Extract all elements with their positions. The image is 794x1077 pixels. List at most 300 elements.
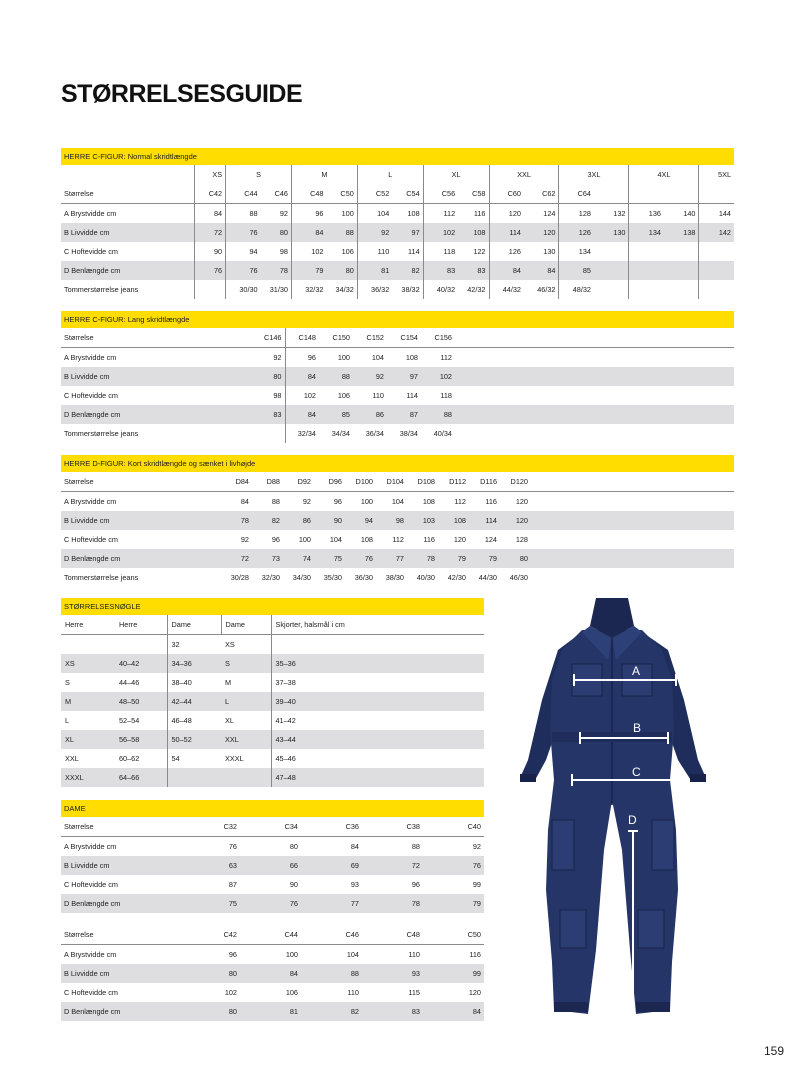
table-cell: XXXL bbox=[225, 754, 244, 763]
table-cell: C152 bbox=[353, 328, 387, 348]
table-cell: 90 bbox=[314, 511, 345, 530]
table-cell: 84 bbox=[240, 964, 301, 983]
table-cell: M bbox=[61, 692, 115, 711]
table-cell: XL bbox=[225, 716, 234, 725]
table-cell: L bbox=[65, 716, 70, 725]
table-row bbox=[61, 1002, 484, 1021]
table-cell: 38–40 bbox=[167, 673, 221, 692]
table-cell: 40/30 bbox=[416, 573, 435, 582]
table-cell: 38/30 bbox=[385, 573, 404, 582]
table-cell: 103 bbox=[407, 511, 438, 530]
table-cell bbox=[629, 242, 664, 261]
table-cell: Størrelse bbox=[61, 925, 179, 945]
table-cell: XL bbox=[61, 730, 115, 749]
table-cell: 100 bbox=[285, 950, 298, 959]
section-header: STØRRELSESNØGLE bbox=[61, 598, 484, 615]
table-cell: 104 bbox=[329, 535, 342, 544]
table-cell bbox=[455, 386, 734, 405]
table-row bbox=[61, 730, 484, 749]
table-cell: 80 bbox=[500, 549, 531, 568]
coverall-figure bbox=[512, 590, 712, 1020]
table-row bbox=[61, 348, 734, 368]
table-cell: 112 bbox=[440, 353, 452, 362]
table-cell: 84 bbox=[489, 261, 524, 280]
table-cell bbox=[221, 768, 271, 787]
dame-table-1 bbox=[61, 817, 484, 913]
table-cell: D108 bbox=[407, 472, 438, 492]
table-cell: C148 bbox=[285, 328, 319, 348]
table-cell: 92 bbox=[302, 497, 311, 506]
table-cell bbox=[531, 530, 734, 549]
table-cell: 88 bbox=[326, 223, 357, 242]
table-cell bbox=[664, 242, 699, 261]
table-row bbox=[61, 875, 484, 894]
table-cell: 116 bbox=[469, 950, 481, 959]
table-cell: B Livvidde cm bbox=[61, 964, 179, 983]
table-cell: 98 bbox=[279, 247, 288, 256]
table-cell: C62 bbox=[524, 184, 559, 204]
table-cell: XXL bbox=[221, 730, 271, 749]
table-row bbox=[61, 204, 734, 224]
table-cell: 52–54 bbox=[119, 716, 140, 725]
herre-lang-table bbox=[61, 328, 734, 443]
table-cell: S bbox=[226, 165, 292, 184]
table-row bbox=[61, 367, 734, 386]
dame-section bbox=[61, 800, 484, 1021]
table-cell bbox=[455, 424, 734, 443]
table-cell bbox=[594, 242, 629, 261]
table-cell: 118 bbox=[423, 242, 458, 261]
table-cell: D116 bbox=[469, 472, 500, 492]
table-cell: 94 bbox=[345, 511, 376, 530]
table-cell: 5XL bbox=[699, 165, 734, 184]
table-cell: 80 bbox=[289, 842, 298, 851]
table-cell: 3XL bbox=[559, 165, 629, 184]
table-cell: 102 bbox=[224, 988, 237, 997]
table-cell: 81 bbox=[357, 261, 392, 280]
table-cell: 79 bbox=[291, 261, 326, 280]
table-cell: 47–48 bbox=[271, 768, 484, 787]
table-cell: 76 bbox=[226, 223, 261, 242]
table-cell: XS bbox=[225, 640, 235, 649]
table-cell: 120 bbox=[524, 223, 559, 242]
table-cell: 32 bbox=[167, 635, 221, 655]
table-cell bbox=[629, 280, 664, 299]
section-header: DAME bbox=[61, 800, 484, 817]
table-cell: D104 bbox=[376, 472, 407, 492]
table-cell: 110 bbox=[372, 391, 384, 400]
table-cell: 35–36 bbox=[271, 654, 484, 673]
table-row bbox=[61, 894, 484, 913]
table-cell bbox=[594, 184, 629, 204]
table-cell: C Hoftevidde cm bbox=[64, 391, 118, 400]
table-cell: Skjorter, halsmål i cm bbox=[271, 615, 484, 635]
table-cell: 90 bbox=[195, 242, 226, 261]
table-cell: 144 bbox=[699, 204, 734, 224]
table-cell: 100 bbox=[298, 535, 311, 544]
table-cell bbox=[594, 261, 629, 280]
table-cell: 79 bbox=[469, 549, 500, 568]
table-cell: 84 bbox=[195, 204, 226, 224]
measure-label-d: D bbox=[628, 813, 637, 827]
table-cell: C154 bbox=[387, 328, 421, 348]
table-cell: 80 bbox=[251, 367, 285, 386]
table-row bbox=[61, 983, 484, 1002]
table-row bbox=[61, 615, 484, 635]
table-cell: C56 bbox=[423, 184, 458, 204]
table-cell: 34/34 bbox=[331, 429, 350, 438]
table-cell: 46–48 bbox=[167, 711, 221, 730]
table-row bbox=[61, 568, 734, 587]
table-cell bbox=[664, 261, 699, 280]
table-cell: 92 bbox=[472, 842, 481, 851]
table-cell: C Hoftevidde cm bbox=[64, 988, 118, 997]
table-cell: 130 bbox=[594, 223, 629, 242]
table-cell: 114 bbox=[489, 223, 524, 242]
table-cell: 86 bbox=[283, 511, 314, 530]
table-cell: 102 bbox=[421, 367, 455, 386]
table-cell: D Benlængde cm bbox=[61, 405, 251, 424]
table-cell: C150 bbox=[319, 328, 353, 348]
table-cell: 37–38 bbox=[271, 673, 484, 692]
table-cell bbox=[629, 261, 664, 280]
table-cell: 96 bbox=[411, 880, 420, 889]
herre-normal-table bbox=[61, 165, 734, 299]
table-cell: 84 bbox=[291, 223, 326, 242]
table-cell: 118 bbox=[440, 391, 452, 400]
table-cell: 120 bbox=[453, 535, 466, 544]
table-cell bbox=[61, 635, 115, 655]
table-cell: 128 bbox=[559, 204, 594, 224]
table-cell: 44/32 bbox=[489, 280, 524, 299]
table-cell: 80 bbox=[261, 223, 292, 242]
table-cell: 63 bbox=[179, 856, 240, 875]
table-cell: 80 bbox=[179, 1002, 240, 1021]
table-cell: 116 bbox=[473, 209, 486, 218]
table-cell: C60 bbox=[489, 184, 524, 204]
table-cell bbox=[699, 184, 734, 204]
table-cell: D Benlængde cm bbox=[61, 549, 221, 568]
table-cell: 88 bbox=[319, 367, 353, 386]
table-cell: C44 bbox=[226, 184, 261, 204]
table-cell: 77 bbox=[301, 894, 362, 913]
table-cell: C46 bbox=[301, 925, 362, 945]
table-cell: 88 bbox=[421, 405, 455, 424]
table-cell: 112 bbox=[392, 535, 404, 544]
table-cell: 48–50 bbox=[115, 692, 167, 711]
table-cell: 72 bbox=[221, 549, 252, 568]
table-cell: 108 bbox=[407, 209, 420, 218]
table-cell: Herre bbox=[115, 615, 167, 635]
table-cell bbox=[455, 405, 734, 424]
table-cell: 92 bbox=[357, 223, 392, 242]
table-cell: 106 bbox=[285, 988, 298, 997]
table-cell: 54 bbox=[167, 749, 221, 768]
table-cell: 76 bbox=[226, 261, 261, 280]
table-row bbox=[61, 223, 734, 242]
table-cell: C40 bbox=[423, 817, 484, 837]
table-cell: C156 bbox=[421, 328, 455, 348]
table-cell: 93 bbox=[350, 880, 359, 889]
herre-normal-section bbox=[61, 148, 734, 299]
table-cell bbox=[251, 424, 285, 443]
table-cell: 96 bbox=[333, 497, 342, 506]
table-cell: 98 bbox=[376, 511, 407, 530]
table-cell: 82 bbox=[301, 1002, 362, 1021]
table-cell: C48 bbox=[362, 925, 423, 945]
table-cell: B Livvidde cm bbox=[61, 367, 251, 386]
table-cell: Herre bbox=[61, 615, 115, 635]
table-row bbox=[61, 165, 734, 184]
table-cell bbox=[531, 511, 734, 530]
table-cell: D96 bbox=[314, 472, 345, 492]
table-cell: 83 bbox=[362, 1002, 423, 1021]
table-row bbox=[61, 945, 484, 965]
table-cell: 136 bbox=[629, 204, 664, 224]
dame-table-2 bbox=[61, 925, 484, 1021]
table-cell: 45–46 bbox=[271, 749, 484, 768]
table-cell: 44–46 bbox=[119, 678, 140, 687]
table-cell: 83 bbox=[458, 261, 489, 280]
table-cell: 34/30 bbox=[292, 573, 311, 582]
table-cell: Dame bbox=[167, 615, 221, 635]
table-cell bbox=[664, 280, 699, 299]
table-row bbox=[61, 530, 734, 549]
table-cell: 36/34 bbox=[365, 429, 384, 438]
table-row bbox=[61, 692, 484, 711]
table-cell: 66 bbox=[240, 856, 301, 875]
measure-label-b: B bbox=[633, 721, 642, 735]
table-cell: 75 bbox=[314, 549, 345, 568]
size-key-table bbox=[61, 615, 484, 787]
table-cell: 108 bbox=[458, 223, 489, 242]
table-cell: 42–44 bbox=[167, 692, 221, 711]
table-cell: 78 bbox=[362, 894, 423, 913]
table-cell: D Benlængde cm bbox=[61, 1002, 179, 1021]
table-cell: 96 bbox=[271, 535, 280, 544]
table-cell: D Benlængde cm bbox=[61, 894, 179, 913]
table-cell: 88 bbox=[226, 204, 261, 224]
table-cell: XL bbox=[423, 165, 489, 184]
table-cell: 99 bbox=[472, 880, 481, 889]
measure-label-c: C bbox=[632, 765, 641, 779]
table-cell: 100 bbox=[337, 353, 350, 362]
table-cell: 116 bbox=[485, 497, 497, 506]
table-cell: C38 bbox=[362, 817, 423, 837]
table-cell: 86 bbox=[353, 405, 387, 424]
table-cell: 34–36 bbox=[167, 654, 221, 673]
table-cell: B Livvidde cm bbox=[61, 511, 221, 530]
herre-d-section bbox=[61, 455, 734, 587]
table-cell: 97 bbox=[392, 223, 423, 242]
table-cell: 142 bbox=[699, 223, 734, 242]
table-cell: 42/32 bbox=[467, 285, 486, 294]
table-cell: Størrelse bbox=[61, 184, 195, 204]
table-cell: 92 bbox=[240, 535, 249, 544]
table-cell: D100 bbox=[345, 472, 376, 492]
table-cell: 110 bbox=[357, 242, 392, 261]
table-cell: C58 bbox=[458, 184, 489, 204]
table-cell: 73 bbox=[252, 549, 283, 568]
table-cell: D120 bbox=[500, 472, 531, 492]
table-cell: 43–44 bbox=[271, 730, 484, 749]
table-cell: 76 bbox=[195, 261, 226, 280]
table-cell: 98 bbox=[273, 391, 282, 400]
herre-d-table bbox=[61, 472, 734, 587]
table-cell: 72 bbox=[362, 856, 423, 875]
table-cell: 110 bbox=[347, 988, 359, 997]
table-cell: D84 bbox=[221, 472, 252, 492]
table-row bbox=[61, 673, 484, 692]
measure-label-a: A bbox=[632, 664, 641, 678]
table-cell: 79 bbox=[438, 549, 469, 568]
table-cell: 104 bbox=[371, 353, 384, 362]
table-cell: D Benlængde cm bbox=[61, 261, 195, 280]
table-cell: 80 bbox=[326, 261, 357, 280]
table-cell: 112 bbox=[423, 204, 458, 224]
table-row bbox=[61, 711, 484, 730]
table-cell: Tommerstørrelse jeans bbox=[64, 285, 139, 294]
table-cell: 85 bbox=[319, 405, 353, 424]
table-cell: B Livvidde cm bbox=[61, 223, 195, 242]
section-header: HERRE C-FIGUR: Normal skridtlængde bbox=[61, 148, 734, 165]
table-cell: 36/32 bbox=[357, 280, 392, 299]
table-cell: 82 bbox=[252, 511, 283, 530]
table-cell: 44/30 bbox=[478, 573, 497, 582]
table-cell: 100 bbox=[341, 209, 354, 218]
table-cell bbox=[629, 184, 664, 204]
table-row bbox=[61, 424, 734, 443]
table-cell: 92 bbox=[353, 367, 387, 386]
table-cell bbox=[61, 165, 195, 184]
table-cell: C Hoftevidde cm bbox=[64, 247, 118, 256]
table-cell: 84 bbox=[423, 1002, 484, 1021]
coverall-garment bbox=[520, 598, 706, 1014]
table-cell: 120 bbox=[500, 511, 531, 530]
table-cell: 50–52 bbox=[167, 730, 221, 749]
table-row bbox=[61, 511, 734, 530]
table-row bbox=[61, 492, 734, 512]
table-row bbox=[61, 472, 734, 492]
table-cell: 76 bbox=[345, 549, 376, 568]
table-cell: 96 bbox=[285, 348, 319, 368]
table-cell: 41–42 bbox=[271, 711, 484, 730]
table-cell: D112 bbox=[438, 472, 469, 492]
table-cell: 90 bbox=[289, 880, 298, 889]
table-cell: 40–42 bbox=[115, 654, 167, 673]
table-cell: L bbox=[357, 165, 423, 184]
table-cell: 39–40 bbox=[271, 692, 484, 711]
table-cell: 69 bbox=[301, 856, 362, 875]
table-cell: XS bbox=[195, 165, 226, 184]
table-cell: 106 bbox=[337, 391, 350, 400]
table-cell: C146 bbox=[251, 328, 285, 348]
table-cell: 94 bbox=[226, 242, 261, 261]
table-cell: Tommerstørrelse jeans bbox=[64, 429, 139, 438]
table-cell: 114 bbox=[408, 247, 420, 256]
table-cell: 115 bbox=[408, 988, 420, 997]
table-cell: 38/34 bbox=[399, 429, 418, 438]
table-cell: 108 bbox=[405, 353, 418, 362]
table-cell: C50 bbox=[423, 925, 484, 945]
table-row bbox=[61, 749, 484, 768]
table-cell: 138 bbox=[664, 223, 699, 242]
table-cell: C44 bbox=[240, 925, 301, 945]
table-cell: 87 bbox=[228, 880, 237, 889]
table-cell: 87 bbox=[387, 405, 421, 424]
table-cell: 30/28 bbox=[230, 573, 249, 582]
table-cell: C Hoftevidde cm bbox=[64, 880, 118, 889]
table-cell: D92 bbox=[283, 472, 314, 492]
table-cell: 102 bbox=[423, 223, 458, 242]
table-cell bbox=[664, 184, 699, 204]
table-cell: A Brystvidde cm bbox=[64, 950, 117, 959]
size-key-section bbox=[61, 598, 484, 787]
table-cell: C64 bbox=[559, 184, 594, 204]
table-cell: 114 bbox=[469, 511, 500, 530]
table-cell: 120 bbox=[515, 497, 528, 506]
table-cell: 84 bbox=[350, 842, 359, 851]
table-cell: 30/30 bbox=[226, 280, 261, 299]
table-cell: 34/32 bbox=[335, 285, 354, 294]
table-cell: A Brystvidde cm bbox=[64, 209, 117, 218]
table-cell: 126 bbox=[559, 223, 594, 242]
table-cell: 110 bbox=[408, 950, 420, 959]
table-cell: 102 bbox=[285, 386, 319, 405]
table-cell: C42 bbox=[179, 925, 240, 945]
table-cell bbox=[455, 367, 734, 386]
table-row bbox=[61, 386, 734, 405]
table-cell: M bbox=[291, 165, 357, 184]
table-cell: 74 bbox=[283, 549, 314, 568]
table-cell: 108 bbox=[438, 511, 469, 530]
table-cell: S bbox=[221, 654, 271, 673]
table-row bbox=[61, 280, 734, 299]
table-cell: C42 bbox=[195, 184, 226, 204]
table-cell: 114 bbox=[406, 391, 418, 400]
table-row bbox=[61, 964, 484, 983]
table-cell: XS bbox=[61, 654, 115, 673]
table-cell: 72 bbox=[195, 223, 226, 242]
table-cell: XXXL bbox=[61, 768, 115, 787]
table-row bbox=[61, 242, 734, 261]
table-cell: A Brystvidde cm bbox=[64, 842, 117, 851]
table-row bbox=[61, 328, 734, 348]
table-cell: L bbox=[221, 692, 271, 711]
table-cell: 42/30 bbox=[447, 573, 466, 582]
table-cell: 124 bbox=[543, 209, 556, 218]
table-cell: 84 bbox=[285, 367, 319, 386]
table-cell: 132 bbox=[613, 209, 626, 218]
table-cell: A Brystvidde cm bbox=[64, 497, 117, 506]
table-cell: 116 bbox=[423, 535, 435, 544]
table-cell: 97 bbox=[387, 367, 421, 386]
table-cell: 108 bbox=[422, 497, 435, 506]
table-cell: 78 bbox=[407, 549, 438, 568]
table-cell bbox=[594, 280, 629, 299]
table-cell: 75 bbox=[179, 894, 240, 913]
table-row bbox=[61, 654, 484, 673]
table-cell: 38/32 bbox=[401, 285, 420, 294]
table-cell: 122 bbox=[473, 247, 486, 256]
table-cell: C50 bbox=[326, 184, 357, 204]
table-cell bbox=[455, 328, 734, 348]
table-cell bbox=[699, 280, 734, 299]
table-cell: 76 bbox=[228, 842, 237, 851]
table-row bbox=[61, 856, 484, 875]
table-cell: 120 bbox=[489, 204, 524, 224]
table-cell: 81 bbox=[240, 1002, 301, 1021]
